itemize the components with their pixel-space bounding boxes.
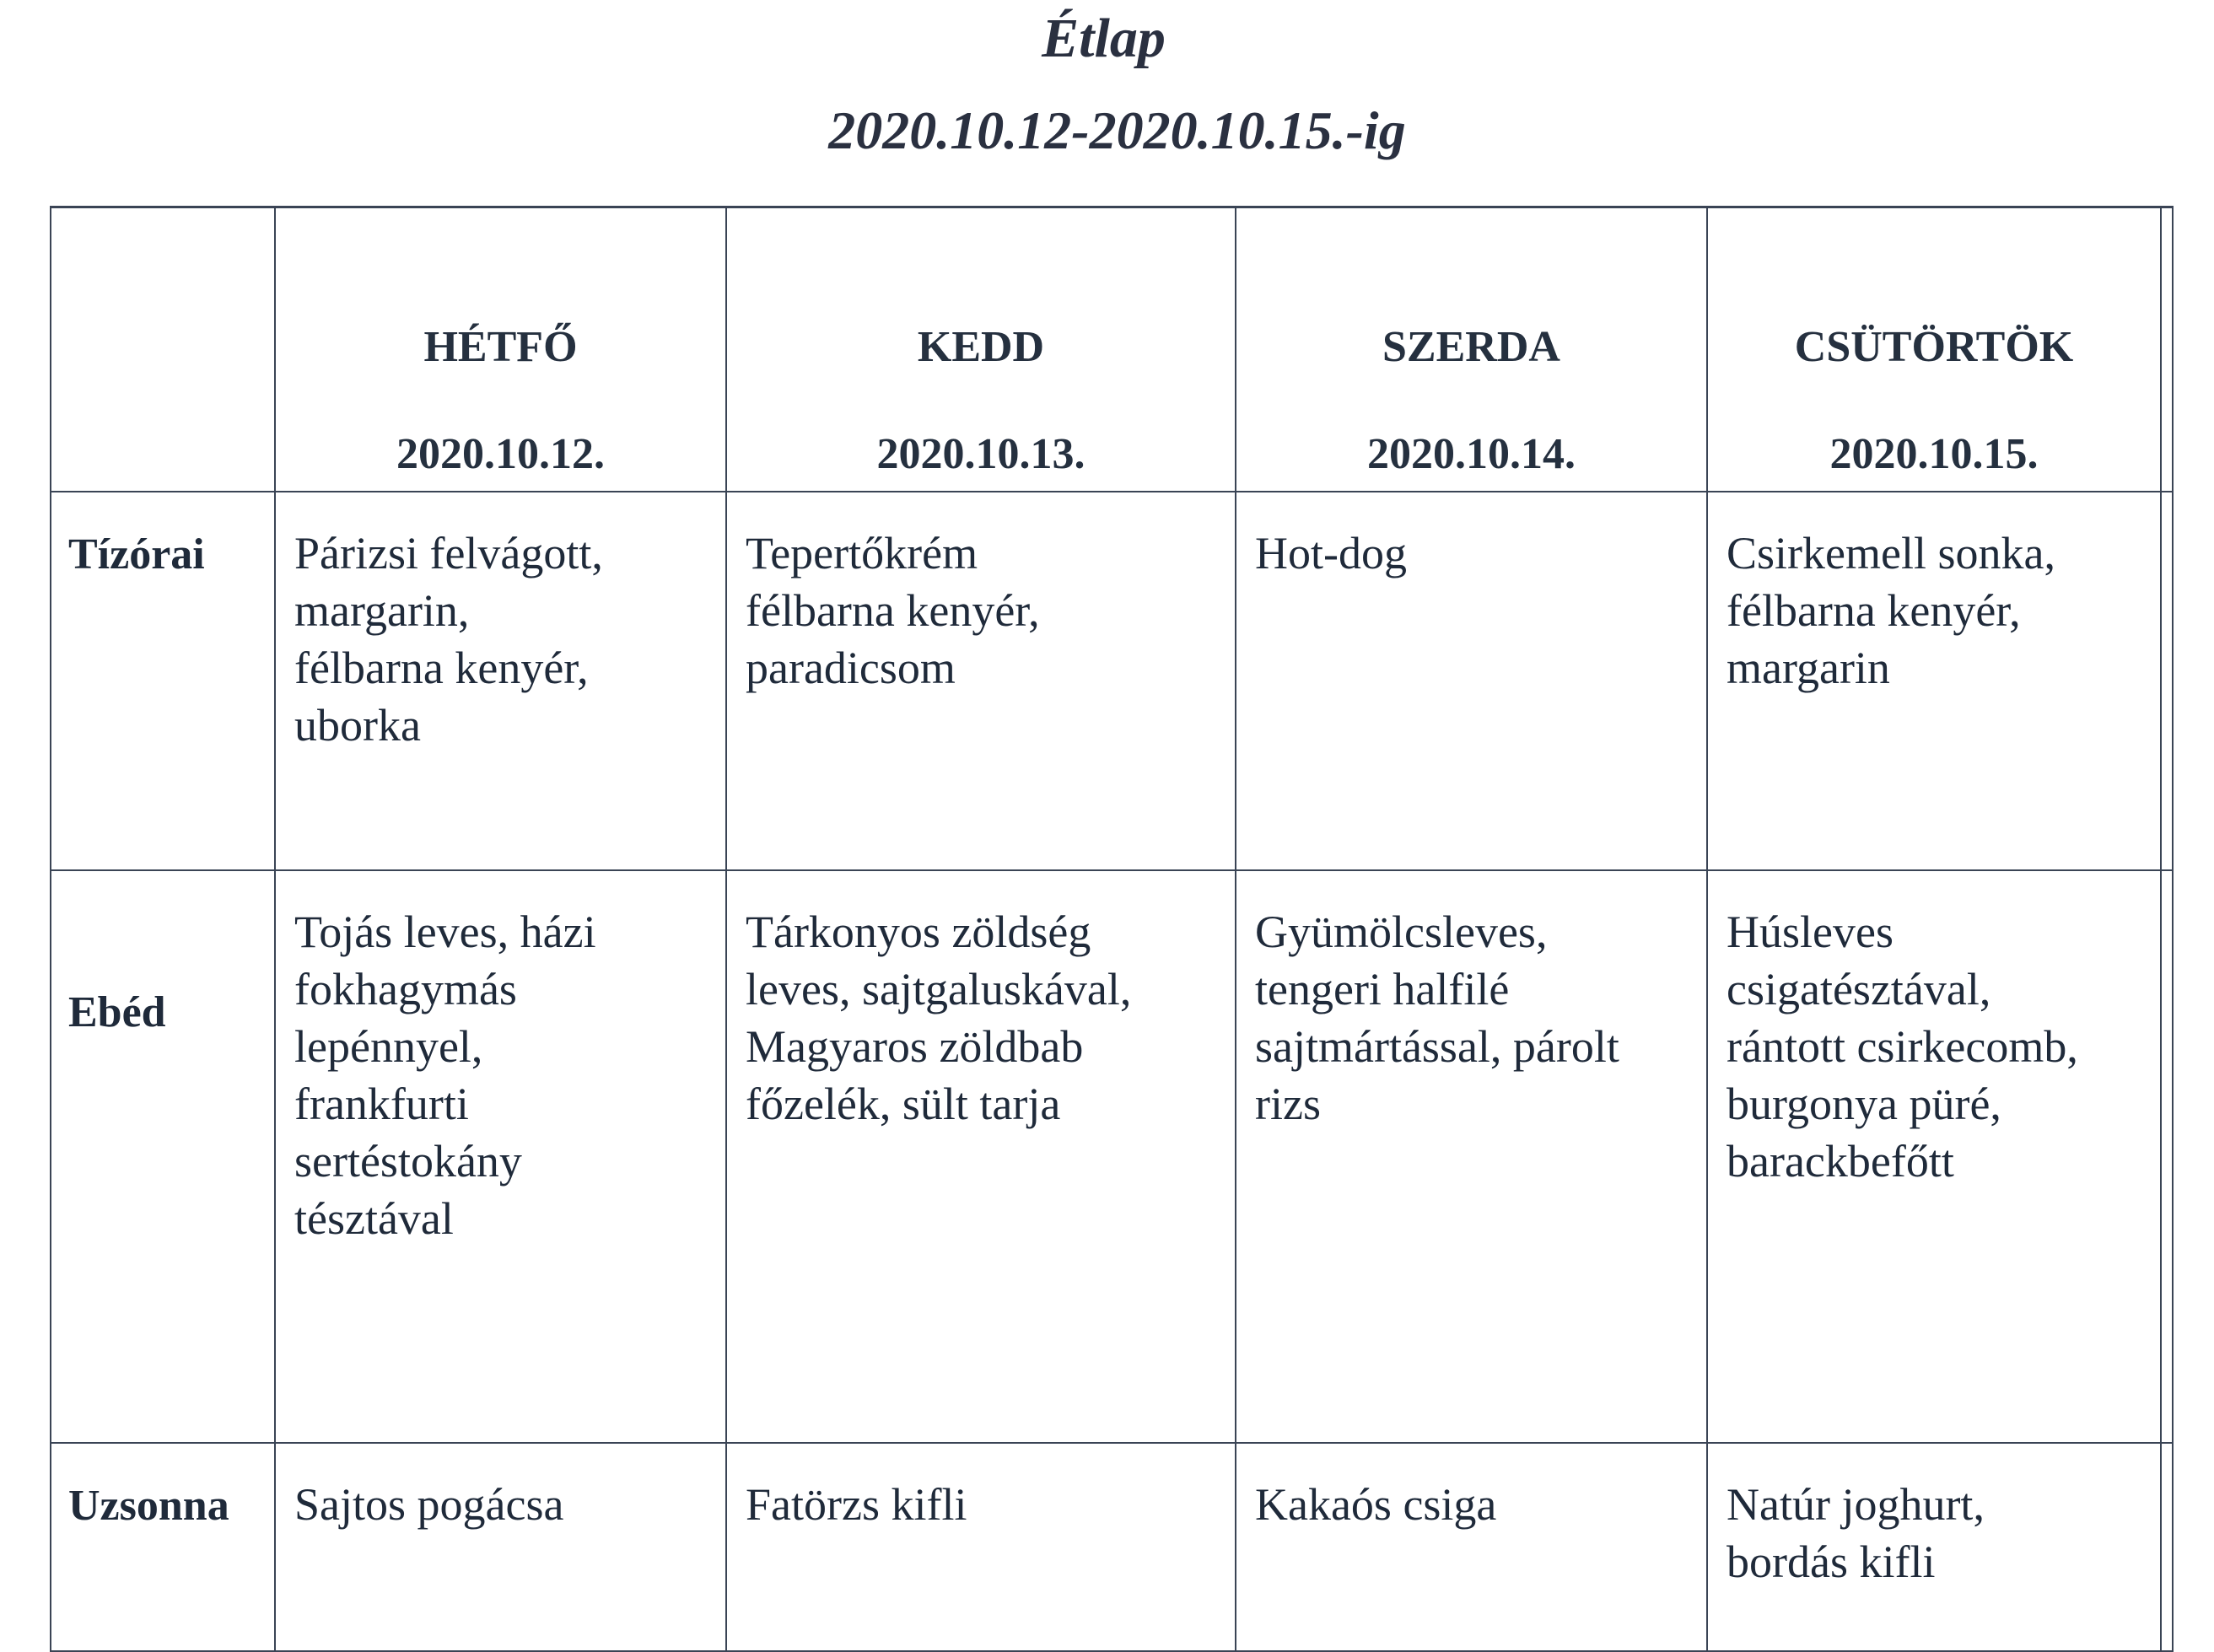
menu-cell: Tojás leves, házi fokhagymás lepénnyel, frankfurti sertéstokány tésztával	[275, 870, 726, 1443]
day-name: HÉTFŐ	[423, 323, 578, 371]
menu-cell: Gyümölcsleves, tengeri halfilé sajtmártással, párolt rizs	[1236, 870, 1707, 1443]
table-row	[51, 492, 2173, 870]
day-date: 2020.10.14.	[1367, 430, 1576, 478]
day-date: 2020.10.15.	[1829, 430, 2039, 478]
day-header-wednesday	[1236, 207, 1707, 492]
edge-cell	[2161, 870, 2173, 1443]
menu-table	[50, 206, 2174, 1652]
menu-cell: Tárkonyos zöldség leves, sajtgaluskával, Magyaros zöldbab főzelék, sült tarja	[726, 870, 1236, 1443]
day-header-tuesday	[726, 207, 1236, 492]
menu-date-range: 2020.10.12-2020.10.15.-ig	[828, 100, 1406, 160]
day-date: 2020.10.13.	[876, 430, 1085, 478]
day-header-monday	[275, 207, 726, 492]
edge-cell	[2161, 492, 2173, 870]
day-name: KEDD	[917, 323, 1045, 371]
menu-cell: Sajtos pogácsa	[275, 1443, 726, 1651]
edge-cell	[2161, 207, 2173, 492]
menu-cell: Hot-dog	[1236, 492, 1707, 870]
edge-cell	[2161, 1443, 2173, 1651]
menu-cell: Kakaós csiga	[1236, 1443, 1707, 1651]
table-row	[51, 1443, 2173, 1651]
corner-cell	[51, 207, 275, 492]
menu-cell: Csirkemell sonka, félbarna kenyér, margarin	[1707, 492, 2161, 870]
meal-label: Ebéd	[51, 870, 275, 1443]
meal-label: Uzsonna	[51, 1443, 275, 1651]
table-header-row	[51, 207, 2173, 492]
menu-cell: Párizsi felvágott, margarin, félbarna kenyér, uborka	[275, 492, 726, 870]
menu-cell: Fatörzs kifli	[726, 1443, 1236, 1651]
menu-cell: Natúr joghurt, bordás kifli	[1707, 1443, 2161, 1651]
day-name: CSÜTÖRTÖK	[1794, 323, 2074, 371]
menu-title: Étlap	[1042, 8, 1166, 69]
day-date: 2020.10.12.	[396, 430, 605, 478]
menu-cell: Húsleves csigatésztával, rántott csirkecomb, burgonya püré, barackbefőtt	[1707, 870, 2161, 1443]
day-name: SZERDA	[1382, 323, 1560, 371]
day-header-thursday	[1707, 207, 2161, 492]
table-row	[51, 870, 2173, 1443]
menu-cell: Tepertőkrém félbarna kenyér, paradicsom	[726, 492, 1236, 870]
meal-label: Tízórai	[51, 492, 275, 870]
